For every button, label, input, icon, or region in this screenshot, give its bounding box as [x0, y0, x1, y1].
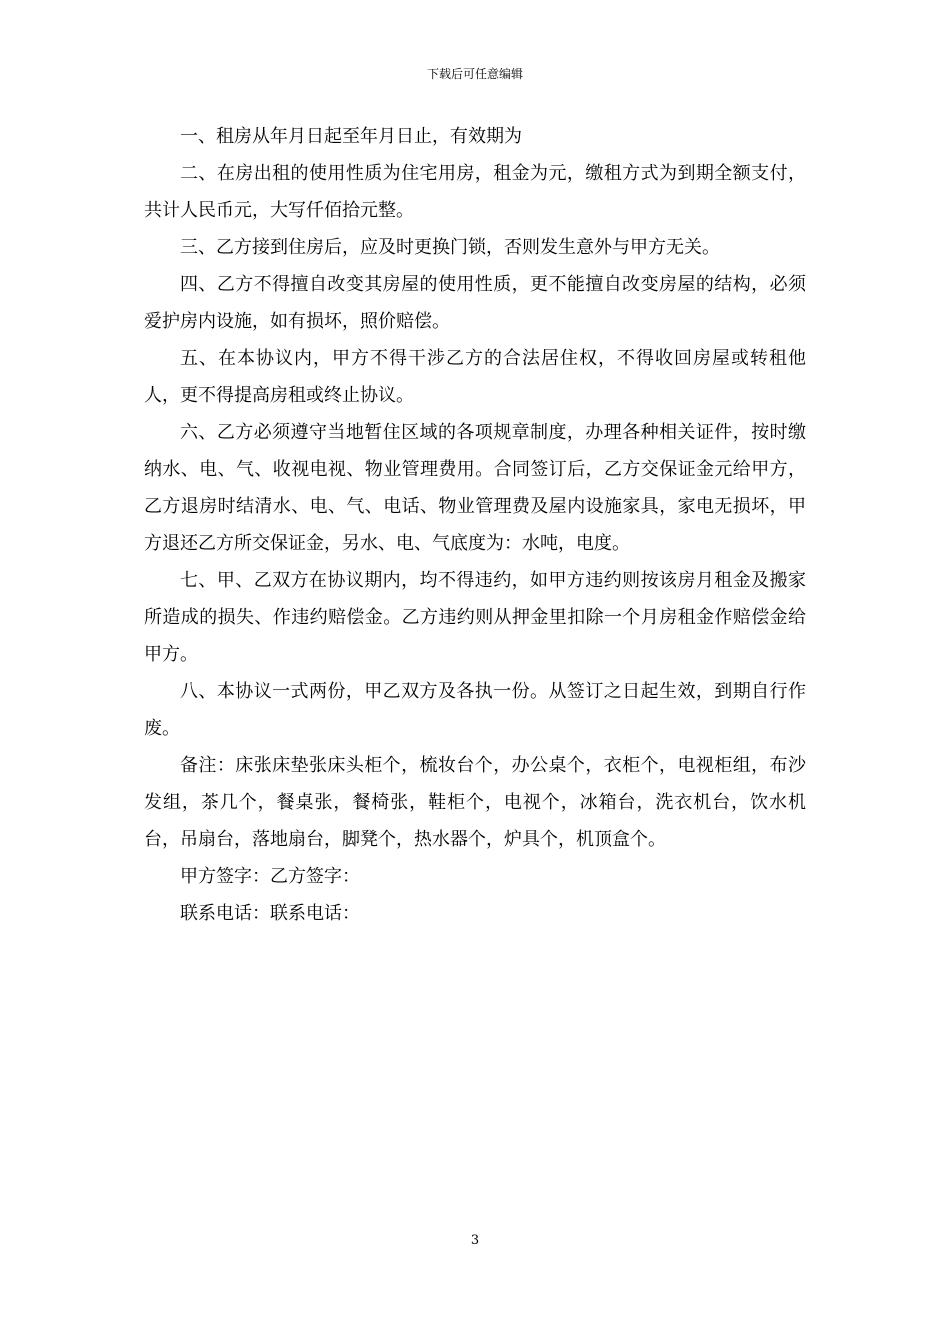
remarks-inventory: 备注：床张床垫张床头柜个，梳妆台个，办公桌个，衣柜个，电视柜组，布沙发组，茶几个，餐桌张，餐椅张，鞋柜个，电视个，冰箱台，洗衣机台，饮水机台，吊扇台，落地扇台，脚凳个，热水器个，炉具个，机顶盒个。	[144, 755, 806, 850]
document-body	[144, 118, 806, 932]
clause-6-regulations: 六、乙方必须遵守当地暂住区域的各项规章制度，办理各种相关证件，按时缴纳水、电、气、收视电视、物业管理费用。合同签订后，乙方交保证金元给甲方，乙方退房时结清水、电、气、电话、物业管理费及屋内设施家具，家电无损坏，甲方退还乙方所交保证金，另水、电、气底度为：水吨，电度。	[144, 422, 806, 554]
signature-line: 甲方签字：乙方签字：	[180, 866, 360, 887]
clause-4-usage: 四、乙方不得擅自改变其房屋的使用性质，更不能擅自改变房屋的结构，必须爱护房内设施，如有损坏，照价赔偿。	[144, 274, 806, 332]
clause-1-term: 一、租房从年月日起至年月日止，有效期为	[180, 126, 522, 147]
clause-5-rights: 五、在本协议内，甲方不得干涉乙方的合法居住权，不得收回房屋或转租他人，更不得提高房租或终止协议。	[144, 348, 806, 406]
clause-3-locks: 三、乙方接到住房后，应及时更换门锁，否则发生意外与甲方无关。	[180, 237, 720, 258]
page-number: 3	[470, 1233, 480, 1248]
page-header: 下载后可任意编辑	[426, 67, 523, 81]
clause-2-rent: 二、在房出租的使用性质为住宅用房，租金为元，缴租方式为到期全额支付，共计人民币元，大写仟佰拾元整。	[144, 163, 806, 221]
clause-7-breach: 七、甲、乙双方在协议期内，均不得违约，如甲方违约则按该房月租金及搬家所造成的损失、作违约赔偿金。乙方违约则从押金里扣除一个月房租金作赔偿金给甲方。	[144, 570, 806, 665]
contact-phone-line: 联系电话：联系电话：	[180, 903, 360, 924]
clause-8-copies: 八、本协议一式两份，甲乙双方及各执一份。从签订之日起生效，到期自行作废。	[144, 681, 806, 739]
